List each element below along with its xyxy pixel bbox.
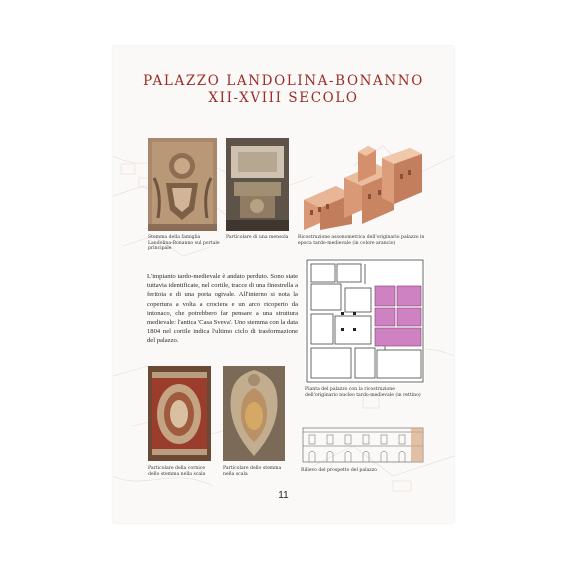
- stemma-photo: [148, 138, 217, 231]
- page-subtitle: XII-XVIII SECOLO: [208, 90, 359, 106]
- stemma-scala-caption: Particolare dello stemma nella scala: [223, 466, 282, 477]
- body-paragraph: L'impianto tardo-medievale è andato perduto. Sono state tuttavia identificate, nel cortile, tracce di una finestrella a feritoia e di una porta ogivale. All'interno si nota la copertura a volta a crociera e un arco ricoperto da intonaco, che potrebbero far pensare a una struttura medievale: l'antica 'Casa Sveva'. Uno stemma con la data 1804 nel cortile indica l'ultimo ciclo di trasformazione del palazzo.: [147, 273, 298, 345]
- document-page: [113, 46, 454, 523]
- mensola-caption: Particolare di una mensola: [226, 235, 289, 240]
- facade-elevation: [301, 422, 425, 464]
- cornice-photo: [148, 366, 211, 461]
- mensola-photo: [226, 138, 289, 231]
- axonometric-caption: Ricostruzione assonometrica dell'originario palazzo in epoca tardo-medievale (in colore arancio): [298, 235, 425, 246]
- stemma-caption: Stemma della famiglia Landolina-Bonanno sul portale principale: [148, 235, 220, 252]
- floor-plan-caption: Pianta del palazzo con la ricostruzione dell'originario nucleo tardo-medievale (in rettino): [305, 387, 421, 398]
- stemma-scala-photo: [223, 366, 285, 461]
- cornice-caption: Particolare della cornice dello stemma nella scala: [148, 466, 206, 477]
- facade-caption: Rilievo del prospetto del palazzo: [301, 468, 377, 473]
- page-title: PALAZZO LANDOLINA-BONANNO: [143, 73, 424, 89]
- axonometric-reconstruction: [298, 138, 426, 230]
- floor-plan: [305, 258, 425, 384]
- page-number: 11: [278, 490, 289, 501]
